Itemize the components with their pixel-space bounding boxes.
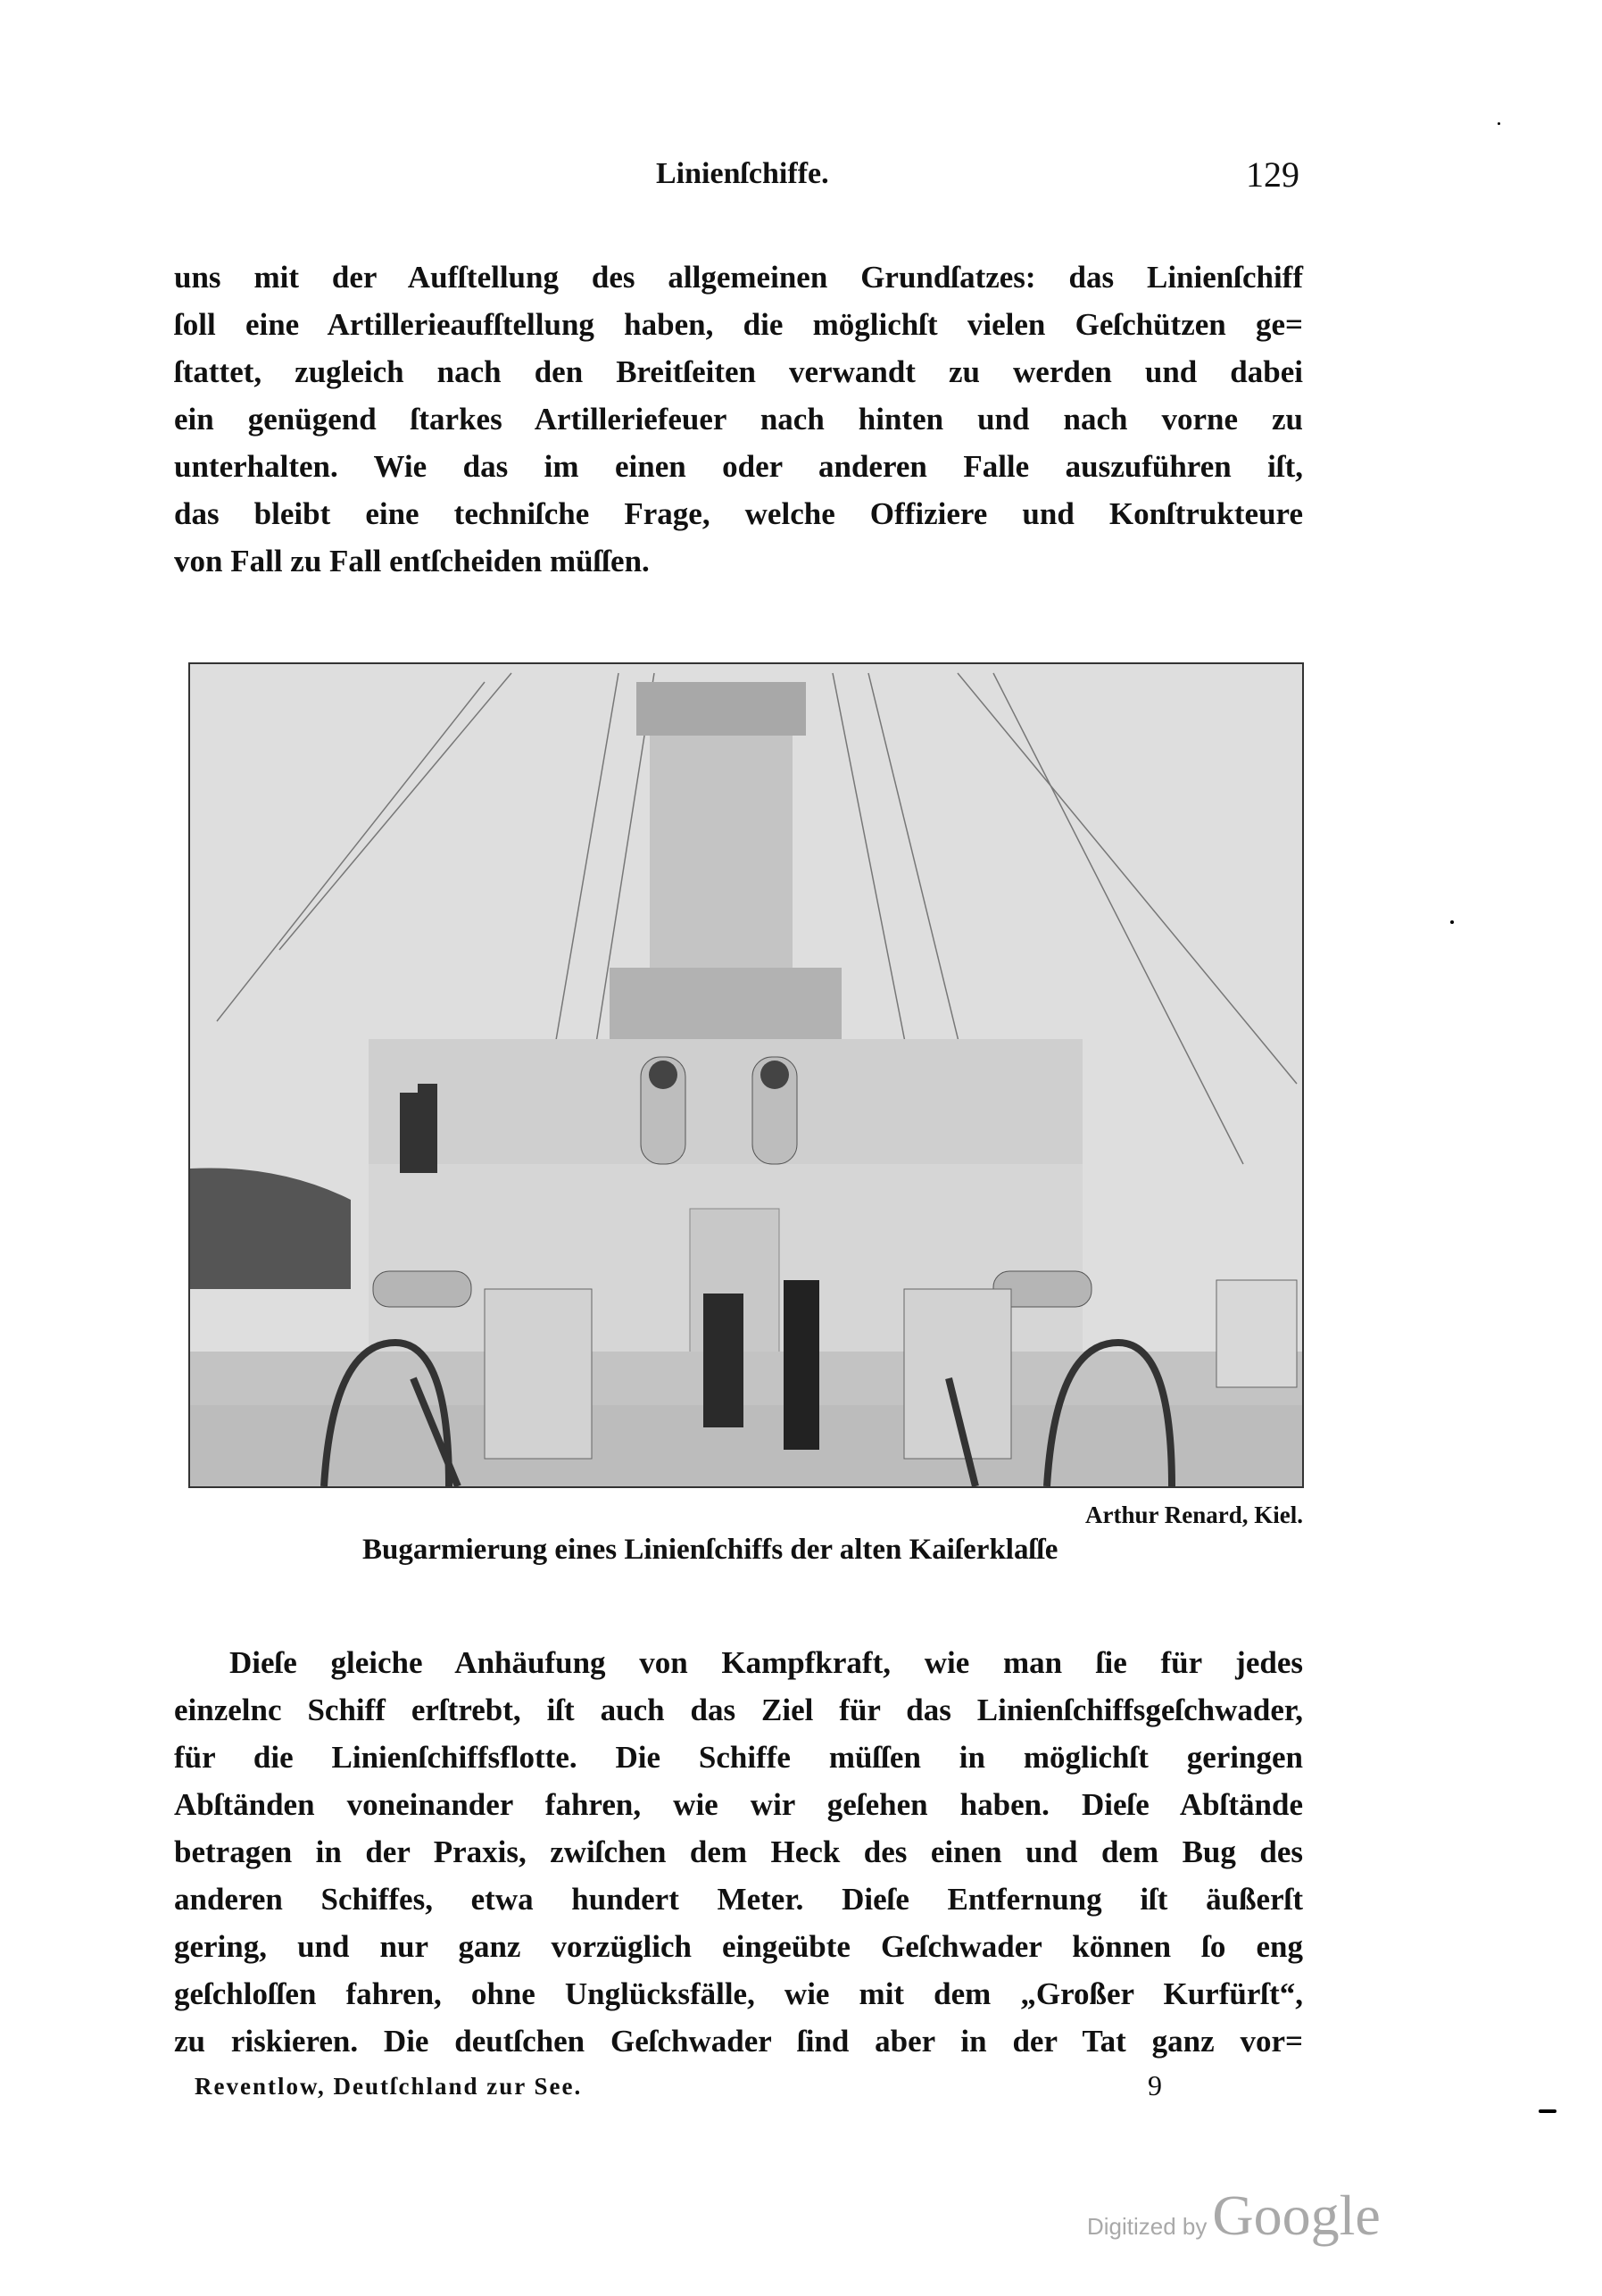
text-line: gering, und nur ganz vorzüglich eingeübte Geſchwader können ſo eng [174,1929,1303,1964]
text-line: Abſtänden voneinander fahren, wie wir geſehen haben. Dieſe Abſtände [174,1787,1303,1822]
figure-caption: Bugarmierung eines Linienſchiffs der alten Kaiſerklaſſe [362,1534,1058,1566]
photo-illustration [190,664,1302,1486]
watermark-prefix: Digitized by [1087,2213,1208,2240]
paragraph-1 [174,254,1303,585]
scan-speck [1450,920,1454,924]
paragraph-2 [174,1639,1303,2065]
text-line: einzelnc Schiff erſtrebt, iſt auch das Ziel für das Linienſchiffsgeſchwader, [174,1693,1303,1727]
text-line: von Fall zu Fall entſcheiden müſſen. [174,544,650,578]
text-line: geſchloſſen fahren, ohne Unglücksfälle, wie mit dem „Großer Kurfürſt“, [174,1976,1303,2011]
text-line: uns mit der Aufſtellung des allgemeinen Grundſatzes: das Linienſchiff [174,260,1303,295]
photo-credit: Arthur Renard, Kiel. [1085,1502,1303,1528]
text-line: das bleibt eine techniſche Frage, welche Offiziere und Konſtrukteure [174,496,1303,531]
watermark-brand: Google [1212,2184,1381,2247]
digitized-watermark [1087,2183,1381,2249]
text-line: anderen Schiffes, etwa hundert Meter. Dieſe Entfernung iſt äußerſt [174,1882,1303,1917]
text-line: ſoll eine Artillerieaufſtellung haben, die möglichſt vielen Geſchützen ge= [174,307,1303,342]
sheet-number: 9 [1148,2069,1162,2101]
text-line: betragen in der Praxis, zwiſchen dem Heck des einen und dem Bug des [174,1834,1303,1869]
page-number: 129 [1246,154,1299,195]
battleship-bow-photo [188,662,1304,1488]
running-title: Linienſchiffe. [656,157,829,190]
text-line: für die Linienſchiffsflotte. Die Schiffe müſſen in möglichſt geringen [174,1740,1303,1775]
text-line: unterhalten. Wie das im einen oder anderen Falle auszuführen iſt, [174,449,1303,484]
text-line: zu riskieren. Die deutſchen Geſchwader ſind aber in der Tat ganz vor= [174,2024,1303,2059]
scan-speck [1498,122,1500,125]
text-line: ſtattet, zugleich nach den Breitſeiten verwandt zu werden und dabei [174,354,1303,389]
signature-line: Reventlow, Deutſchland zur See. [195,2073,583,2100]
scan-speck [1539,2109,1556,2113]
text-line: Dieſe gleiche Anhäufung von Kampfkraft, wie man ſie für jedes [229,1645,1303,1680]
text-line: ein genügend ſtarkes Artilleriefeuer nach hinten und nach vorne zu [174,402,1303,437]
